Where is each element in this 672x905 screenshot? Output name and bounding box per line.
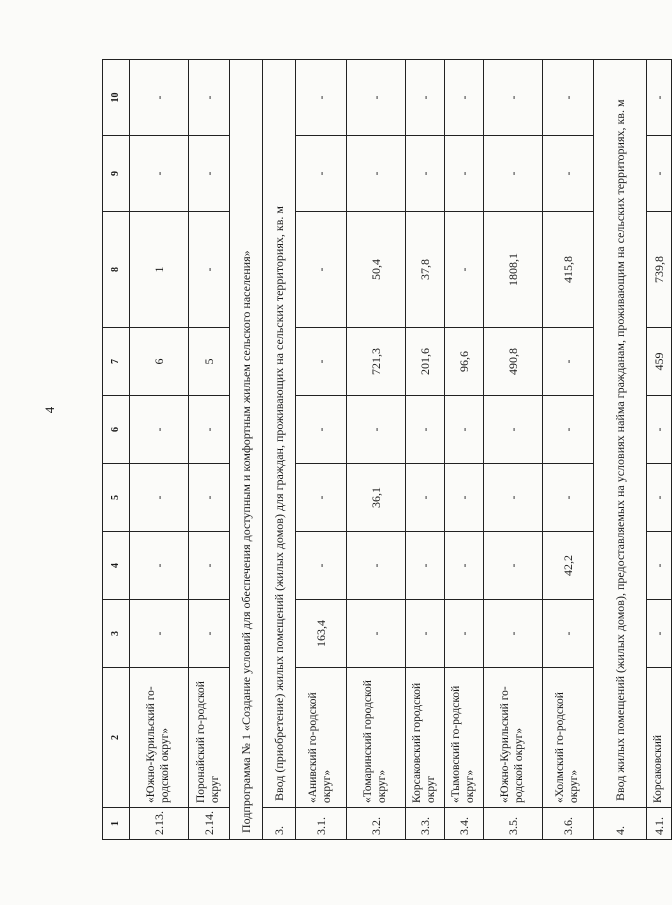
cell: - [484, 60, 543, 136]
cell: - [296, 60, 347, 136]
page-number: 4 [42, 406, 57, 414]
cell: - [130, 464, 189, 532]
table-row [484, 60, 543, 840]
column-header: 5 [103, 464, 130, 532]
cell: - [130, 60, 189, 136]
cell: - [484, 136, 543, 212]
cell: 6 [130, 328, 189, 396]
table-row [347, 60, 406, 840]
cell: - [406, 396, 445, 464]
row-number: 4.1. [647, 808, 672, 840]
header-row [103, 60, 130, 840]
table-row [543, 60, 594, 840]
cell: - [543, 396, 594, 464]
cell: - [130, 136, 189, 212]
cell: - [647, 136, 672, 212]
cell: - [543, 464, 594, 532]
table-row [647, 60, 672, 840]
row-name: «Томаринский городской округ» [347, 668, 406, 808]
cell: - [445, 212, 484, 328]
cell: - [347, 532, 406, 600]
cell: - [130, 396, 189, 464]
section-title: Ввод жилых помещений (жилых домов), предоставляемых на условиях найма гражданам, проживающим на сельских территориях, кв. м [594, 60, 647, 808]
cell: - [484, 396, 543, 464]
cell: 5 [189, 328, 230, 396]
cell: - [189, 136, 230, 212]
row-name: «Южно-Курильский го-родской округ» [130, 668, 189, 808]
cell: - [189, 464, 230, 532]
cell: - [543, 60, 594, 136]
column-header: 6 [103, 396, 130, 464]
cell: - [406, 532, 445, 600]
column-header: 10 [103, 60, 130, 136]
column-header: 2 [103, 668, 130, 808]
cell: - [445, 464, 484, 532]
table-row [296, 60, 347, 840]
cell: - [296, 136, 347, 212]
cell: - [130, 600, 189, 668]
column-header: 8 [103, 212, 130, 328]
cell: - [296, 396, 347, 464]
cell: - [445, 136, 484, 212]
section-number: 4. [594, 808, 647, 840]
cell: - [189, 532, 230, 600]
row-number: 3.6. [543, 808, 594, 840]
section-row [594, 60, 647, 840]
cell: - [347, 396, 406, 464]
subprogram-title: Подпрограмма № 1 «Создание условий для обеспечения доступным и комфортным жильем сельского населения» [230, 60, 263, 840]
column-header: 1 [103, 808, 130, 840]
cell: - [189, 60, 230, 136]
cell: 415,8 [543, 212, 594, 328]
cell: - [296, 464, 347, 532]
cell: 459 [647, 328, 672, 396]
cell: - [296, 328, 347, 396]
cell: 1 [130, 212, 189, 328]
table-row [130, 60, 189, 840]
cell: - [347, 60, 406, 136]
cell: 96,6 [445, 328, 484, 396]
cell: 37,8 [406, 212, 445, 328]
row-name: «Тымовский го-родской округ» [445, 668, 484, 808]
cell: - [445, 396, 484, 464]
section-row [263, 60, 296, 840]
table-row [406, 60, 445, 840]
row-name: «Анивский го-родской округ» [296, 668, 347, 808]
subprogram-row [230, 60, 263, 840]
cell: 50,4 [347, 212, 406, 328]
row-number: 3.4. [445, 808, 484, 840]
cell: - [445, 532, 484, 600]
row-name: Поронайский го-родской округ [189, 668, 230, 808]
cell: - [130, 532, 189, 600]
cell: - [347, 600, 406, 668]
row-name: «Южно-Курильский го-родской округ» [484, 668, 543, 808]
cell: - [543, 328, 594, 396]
cell: 201,6 [406, 328, 445, 396]
rotated-table-container [102, 60, 666, 840]
cell: - [406, 60, 445, 136]
row-number: 2.13. [130, 808, 189, 840]
row-number: 2.14. [189, 808, 230, 840]
cell: - [296, 212, 347, 328]
data-table [102, 59, 672, 840]
cell: - [647, 396, 672, 464]
cell: - [189, 396, 230, 464]
cell: 42,2 [543, 532, 594, 600]
cell: - [484, 464, 543, 532]
cell: - [347, 136, 406, 212]
cell: - [445, 600, 484, 668]
cell: - [543, 600, 594, 668]
cell: - [406, 600, 445, 668]
cell: - [189, 212, 230, 328]
row-name: «Холмский го-родской округ» [543, 668, 594, 808]
row-name: Корсаковский [647, 668, 672, 808]
cell: - [647, 60, 672, 136]
cell: 739,8 [647, 212, 672, 328]
row-number: 3.2. [347, 808, 406, 840]
row-name: Корсаковский городской округ [406, 668, 445, 808]
column-header: 7 [103, 328, 130, 396]
cell: 490,8 [484, 328, 543, 396]
row-number: 3.5. [484, 808, 543, 840]
table-row [445, 60, 484, 840]
cell: - [647, 532, 672, 600]
cell: - [484, 532, 543, 600]
column-header: 9 [103, 136, 130, 212]
cell: - [189, 600, 230, 668]
cell: 163,4 [296, 600, 347, 668]
cell: - [484, 600, 543, 668]
section-number: 3. [263, 808, 296, 840]
section-title: Ввод (приобретение) жилых помещений (жилых домов) для граждан, проживающих на сельских территориях, кв. м [263, 60, 296, 808]
cell: - [543, 136, 594, 212]
cell: - [406, 136, 445, 212]
row-number: 3.1. [296, 808, 347, 840]
column-header: 3 [103, 600, 130, 668]
cell: - [647, 464, 672, 532]
cell: - [296, 532, 347, 600]
table-row [189, 60, 230, 840]
cell: 721,3 [347, 328, 406, 396]
row-number: 3.3. [406, 808, 445, 840]
cell: - [647, 600, 672, 668]
cell: 1808,1 [484, 212, 543, 328]
cell: 36,1 [347, 464, 406, 532]
cell: - [445, 60, 484, 136]
cell: - [406, 464, 445, 532]
column-header: 4 [103, 532, 130, 600]
